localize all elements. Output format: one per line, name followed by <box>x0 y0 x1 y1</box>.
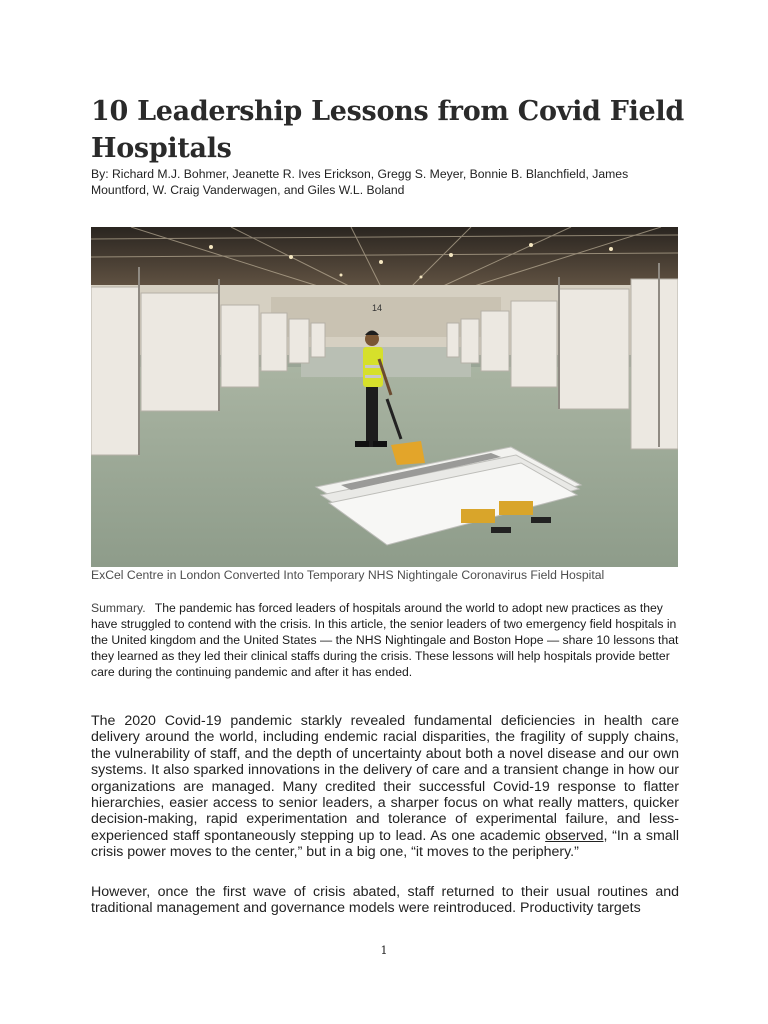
paragraph-1-text-end: , “In a small crisis power moves to the center,” but in a big one, “it moves to the periphery.” <box>91 827 679 861</box>
summary-label: Summary. <box>91 601 146 615</box>
article-title: 10 Leadership Lessons from Covid Field Hospitals <box>91 96 684 164</box>
summary-text: The pandemic has forced leaders of hospitals around the world to adopt new practices as they have struggled to contend with the crisis. In this article, the senior leaders of two emergency field hospitals in the United kingdom and the United States — the NHS Nightingale and Boston Hope — share 10 lessons that they learned as they led their clinical staffs during the crisis. These lessons will help hospitals provide better care during the continuing pandemic and after it has ended. <box>91 601 679 679</box>
body-paragraph-1 <box>91 713 679 861</box>
observed-link[interactable]: observed <box>545 827 604 844</box>
field-hospital-photo <box>91 227 678 567</box>
summary-section <box>91 600 683 680</box>
body-paragraph-2: However, once the first wave of crisis abated, staff returned to their usual routines and traditional management and governance models were reintroduced. Productivity targets <box>91 884 679 917</box>
author-byline: By: Richard M.J. Bohmer, Jeanette R. Ives Erickson, Gregg S. Meyer, Bonnie B. Blanchfield, James Mountford, W. Craig Vanderwagen, and Giles W.L. Boland <box>91 167 629 197</box>
paragraph-1-text: The 2020 Covid-19 pandemic starkly revealed fundamental deficiencies in health care delivery around the world, including endemic racial disparities, the fragility of supply chains, the vulnerability of staff, and the depth of uncertainty about both a novel disease and our own systems. It also sparked innovations in the delivery of care and a transient change in how our organizations are managed. Many credited their successful Covid-19 response to flatter hierarchies, easier access to senior leaders, a sharper focus on what really matters, quicker decision-making, rapid experimentation and tolerance of experimental failure, and less-experienced staff spontaneously stepping up to lead. As one academic <box>91 713 679 844</box>
page-number: 1 <box>380 944 388 957</box>
booth-number-label: 14 <box>372 303 383 313</box>
photo-caption: ExCel Centre in London Converted Into Temporary NHS Nightingale Coronavirus Field Hospital <box>91 568 605 582</box>
